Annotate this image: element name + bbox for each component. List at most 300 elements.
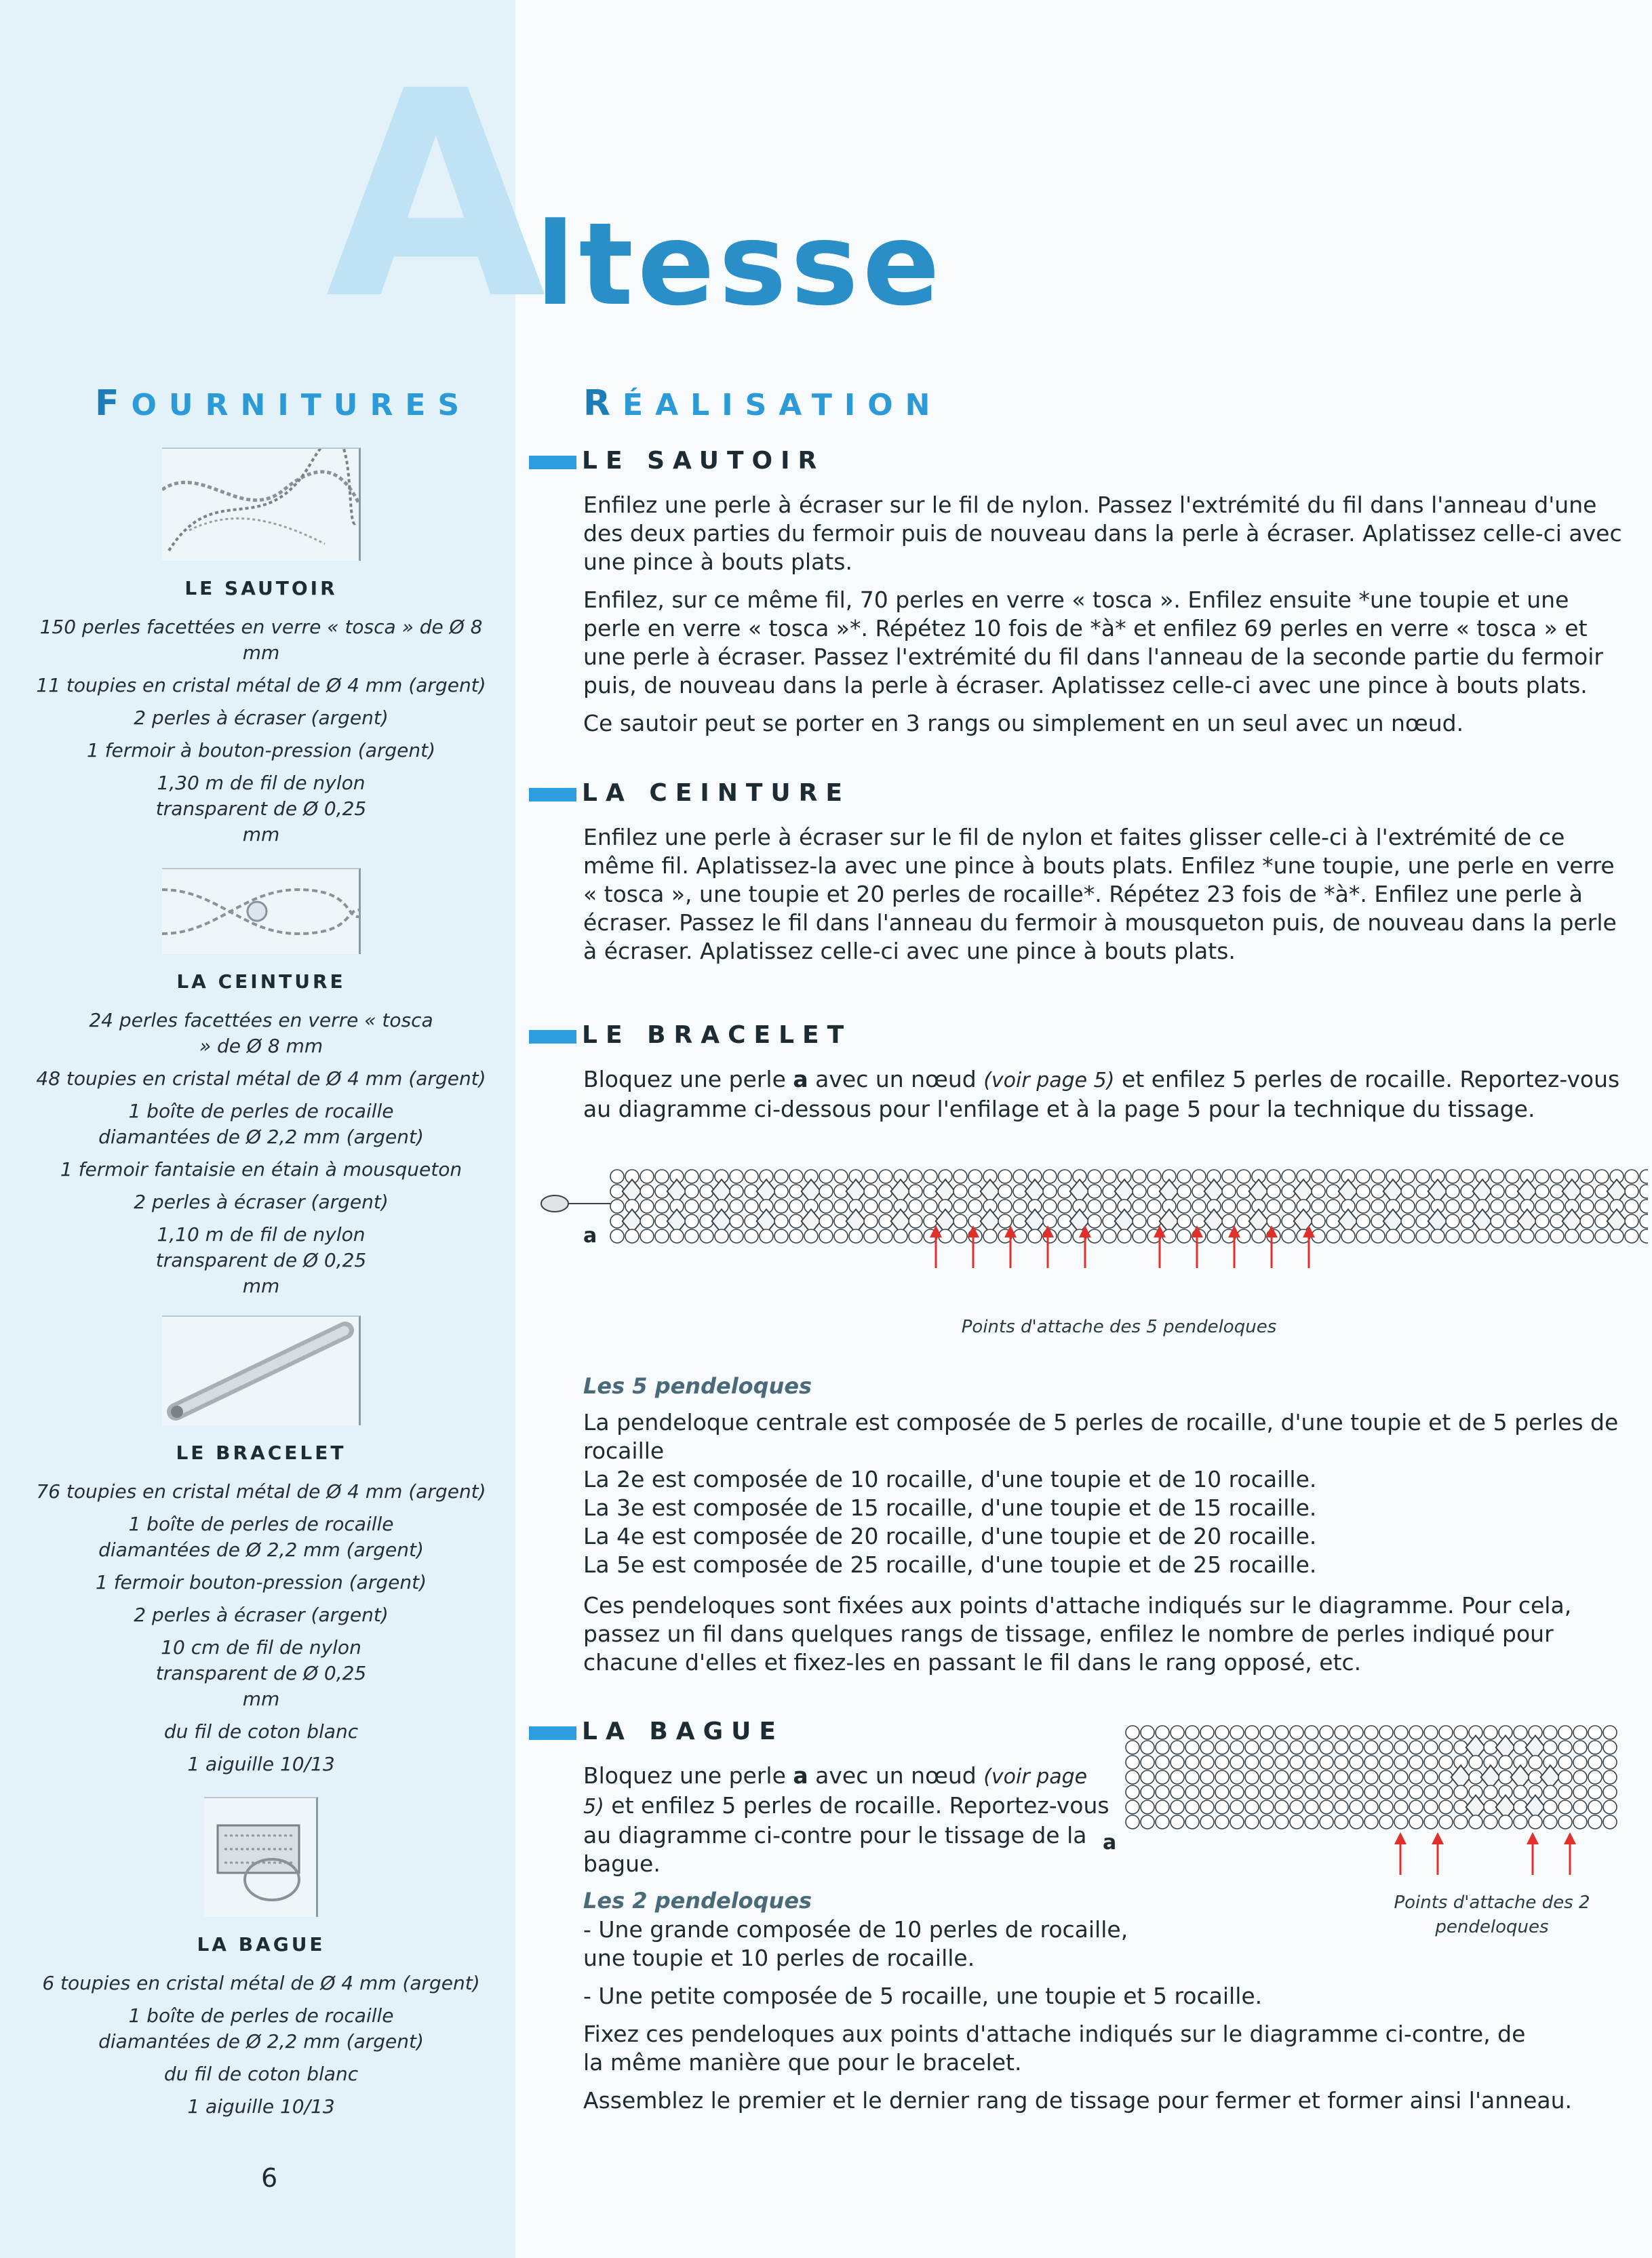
rocaille-bead: [1640, 1170, 1648, 1183]
supplies-sautoir: [27, 448, 495, 854]
rocaille-bead: [1230, 1785, 1244, 1799]
rocaille-bead: [1058, 1170, 1071, 1183]
rocaille-bead: [1013, 1170, 1027, 1183]
rocaille-bead: [655, 1170, 669, 1183]
rocaille-bead: [1379, 1815, 1393, 1829]
rocaille-bead: [1275, 1741, 1289, 1754]
rocaille-bead: [1364, 1741, 1378, 1754]
rocaille-bead: [1245, 1770, 1259, 1784]
rocaille-bead: [1043, 1185, 1057, 1198]
rocaille-bead: [1588, 1815, 1602, 1829]
rocaille-bead: [1200, 1785, 1214, 1799]
rocaille-bead: [998, 1170, 1012, 1183]
rocaille-bead: [1185, 1815, 1199, 1829]
rocaille-bead: [1379, 1800, 1393, 1814]
rocaille-bead: [1335, 1815, 1348, 1829]
rocaille-bead: [1320, 1741, 1333, 1754]
rocaille-bead: [1409, 1800, 1423, 1814]
rocaille-bead: [1484, 1815, 1497, 1829]
rocaille-bead: [1514, 1785, 1527, 1799]
rocaille-bead: [1625, 1200, 1638, 1213]
rocaille-bead: [1275, 1785, 1289, 1799]
bague-arrows: [1383, 1831, 1587, 1878]
rocaille-bead: [700, 1170, 713, 1183]
rocaille-bead: [1454, 1726, 1468, 1739]
rocaille-bead: [1282, 1170, 1295, 1183]
rocaille-bead: [1222, 1185, 1236, 1198]
rocaille-bead: [1290, 1785, 1303, 1799]
rocaille-bead: [879, 1200, 892, 1213]
rocaille-bead: [1156, 1770, 1169, 1784]
realisation-sautoir: [529, 446, 1628, 747]
rocaille-bead: [1379, 1770, 1393, 1784]
rocaille-bead: [1133, 1200, 1146, 1213]
rocaille-bead: [700, 1229, 713, 1243]
rocaille-bead: [1401, 1229, 1415, 1243]
rocaille-bead: [1215, 1800, 1229, 1814]
rocaille-bead: [640, 1170, 654, 1183]
rocaille-bead: [1640, 1185, 1648, 1198]
rocaille-bead: [1506, 1170, 1519, 1183]
attach-arrowhead: [1154, 1225, 1166, 1237]
rocaille-bead: [1461, 1200, 1474, 1213]
rocaille-bead: [1156, 1785, 1169, 1799]
rocaille-bead: [1640, 1200, 1648, 1213]
heading-bar: [529, 788, 576, 801]
rocaille-bead: [1573, 1756, 1587, 1769]
rocaille-bead: [864, 1200, 878, 1213]
rocaille-bead: [1312, 1170, 1325, 1183]
rocaille-bead: [834, 1170, 848, 1183]
rocaille-bead: [1446, 1214, 1459, 1228]
realisation-heading: RÉALISATION: [583, 383, 943, 424]
rocaille-bead: [1588, 1726, 1602, 1739]
rocaille-bead: [1275, 1726, 1289, 1739]
rocaille-bead: [1565, 1229, 1579, 1243]
rocaille-bead: [1200, 1756, 1214, 1769]
rocaille-bead: [1290, 1800, 1303, 1814]
rocaille-bead: [1431, 1229, 1444, 1243]
rocaille-bead: [1290, 1756, 1303, 1769]
rocaille-bead: [1514, 1726, 1527, 1739]
attach-arrowhead: [1303, 1225, 1315, 1237]
rocaille-bead: [1491, 1185, 1504, 1198]
attach-arrowhead: [1394, 1832, 1407, 1844]
supply-item: 11 toupies en cristal métal de Ø 4 mm (argent): [36, 674, 486, 696]
rocaille-bead: [1461, 1229, 1474, 1243]
rocaille-bead: [1171, 1800, 1184, 1814]
rocaille-bead: [1364, 1785, 1378, 1799]
rocaille-bead: [1424, 1726, 1438, 1739]
rocaille-bead: [1588, 1785, 1602, 1799]
rocaille-bead: [1141, 1815, 1154, 1829]
rocaille-bead: [864, 1214, 878, 1228]
rocaille-bead: [1230, 1756, 1244, 1769]
rocaille-bead: [1409, 1741, 1423, 1754]
rocaille-bead: [1469, 1815, 1482, 1829]
rocaille-bead: [1305, 1815, 1318, 1829]
rocaille-bead: [849, 1229, 863, 1243]
rocaille-bead: [1409, 1756, 1423, 1769]
rocaille-bead: [1595, 1170, 1609, 1183]
rocaille-bead: [1230, 1770, 1244, 1784]
supplies-sautoir-title: LE SAUTOIR: [184, 577, 338, 599]
rocaille-bead: [1215, 1726, 1229, 1739]
rocaille-bead: [1484, 1726, 1497, 1739]
rocaille-bead: [1558, 1785, 1572, 1799]
rocaille-bead: [730, 1170, 743, 1183]
rocaille-bead: [1454, 1815, 1468, 1829]
supplies-bracelet: [27, 1315, 495, 1784]
rocaille-bead: [1416, 1229, 1430, 1243]
rocaille-bead: [1550, 1229, 1564, 1243]
rocaille-bead: [1416, 1170, 1430, 1183]
rocaille-bead: [924, 1170, 937, 1183]
rocaille-bead: [730, 1214, 743, 1228]
rocaille-bead: [1185, 1785, 1199, 1799]
rocaille-bead: [1550, 1200, 1564, 1213]
rocaille-bead: [1603, 1770, 1617, 1784]
rocaille-bead: [1535, 1214, 1549, 1228]
pendeloques-title: Les 2 pendeloques: [583, 1888, 812, 1914]
rocaille-bead: [1454, 1785, 1468, 1799]
rocaille-bead: [864, 1229, 878, 1243]
rocaille-bead: [789, 1200, 803, 1213]
rocaille-bead: [834, 1229, 848, 1243]
rocaille-bead: [1088, 1170, 1101, 1183]
rocaille-bead: [1446, 1170, 1459, 1183]
attach-arrowhead: [1265, 1225, 1278, 1237]
rocaille-bead: [1529, 1815, 1542, 1829]
rocaille-bead: [968, 1200, 982, 1213]
rocaille-bead: [789, 1170, 803, 1183]
rocaille-bead: [1156, 1741, 1169, 1754]
rocaille-bead: [1230, 1800, 1244, 1814]
rocaille-bead: [1043, 1170, 1057, 1183]
rocaille-bead: [1192, 1200, 1206, 1213]
rocaille-bead: [1350, 1785, 1363, 1799]
bague-diagram-label: a: [1103, 1831, 1117, 1855]
supply-item: du fil de coton blanc: [163, 1720, 359, 1743]
rocaille-bead: [1439, 1785, 1453, 1799]
rocaille-bead: [864, 1170, 878, 1183]
rocaille-bead: [998, 1185, 1012, 1198]
rocaille-bead: [1379, 1785, 1393, 1799]
rocaille-bead: [730, 1185, 743, 1198]
rocaille-bead: [804, 1229, 818, 1243]
attach-arrowhead: [1004, 1225, 1017, 1237]
rocaille-bead: [1371, 1200, 1385, 1213]
supply-item: 1 fermoir bouton-pression (argent): [95, 1571, 427, 1593]
rocaille-bead: [1379, 1726, 1393, 1739]
rocaille-bead: [1222, 1170, 1236, 1183]
rocaille-bead: [1126, 1756, 1139, 1769]
rocaille-bead: [745, 1200, 758, 1213]
rocaille-bead: [789, 1229, 803, 1243]
rocaille-bead: [715, 1229, 728, 1243]
attach-arrowhead: [967, 1225, 979, 1237]
rocaille-bead: [1141, 1785, 1154, 1799]
rocaille-bead: [1394, 1770, 1408, 1784]
rocaille-bead: [1356, 1170, 1370, 1183]
supply-item: 1,10 m de fil de nylon transparent de Ø 0,25 mm: [155, 1223, 367, 1297]
rocaille-bead: [1156, 1756, 1169, 1769]
rocaille-bead: [760, 1229, 773, 1243]
rocaille-bead: [1171, 1815, 1184, 1829]
attach-arrowhead: [1228, 1225, 1240, 1237]
rocaille-bead: [1245, 1785, 1259, 1799]
rocaille-bead: [1215, 1815, 1229, 1829]
rocaille-bead: [1245, 1741, 1259, 1754]
rocaille-bead: [610, 1229, 624, 1243]
rocaille-bead: [998, 1200, 1012, 1213]
rocaille-bead: [1401, 1185, 1415, 1198]
realisation-bracelet: [529, 1021, 1628, 1133]
rocaille-bead: [1446, 1229, 1459, 1243]
rocaille-bead: [1275, 1756, 1289, 1769]
rocaille-bead: [1476, 1229, 1489, 1243]
supply-item: 10 cm de fil de nylon transparent de Ø 0,25 mm: [155, 1636, 367, 1710]
rocaille-bead: [730, 1229, 743, 1243]
rocaille-bead: [1185, 1800, 1199, 1814]
rocaille-bead: [1133, 1170, 1146, 1183]
rocaille-bead: [1625, 1214, 1638, 1228]
rocaille-bead: [1320, 1770, 1333, 1784]
rocaille-bead: [1156, 1726, 1169, 1739]
rocaille-bead: [1625, 1170, 1638, 1183]
rocaille-bead: [1558, 1800, 1572, 1814]
rocaille-bead: [1580, 1185, 1594, 1198]
rocaille-bead: [819, 1214, 833, 1228]
rocaille-bead: [610, 1170, 624, 1183]
pendeloque-line: La 4e est composée de 20 rocaille, d'une toupie et de 20 rocaille.: [583, 1523, 1317, 1549]
paragraph: Ces pendeloques sont fixées aux points d'attache indiqués sur le diagramme. Pour cela, passez un fil dans quelques rangs de tissage, enfilez le nombre de perles indiqué pour chacune d'elles et fixez-les en passant le fil dans le rang opposé, etc.: [583, 1592, 1572, 1676]
pendeloque-line: - Une petite composée de 5 rocaille, une toupie et 5 rocaille.: [583, 1983, 1263, 2009]
supply-item: 1 fermoir à bouton-pression (argent): [86, 739, 436, 761]
pendeloque-line: - Une grande composée de 10 perles de rocaille, une toupie et 10 perles de rocaille.: [583, 1916, 1128, 1971]
page-number: 6: [261, 2163, 278, 2193]
rocaille-bead: [1484, 1785, 1497, 1799]
rocaille-bead: [953, 1170, 967, 1183]
title-initial: A: [326, 31, 547, 362]
rocaille-bead: [1312, 1185, 1325, 1198]
rocaille-bead: [909, 1185, 922, 1198]
rocaille-bead: [1371, 1170, 1385, 1183]
rocaille-bead: [1535, 1200, 1549, 1213]
rocaille-bead: [1416, 1200, 1430, 1213]
page-title: [326, 31, 1004, 362]
rocaille-bead: [1580, 1200, 1594, 1213]
rocaille-bead: [774, 1229, 788, 1243]
attach-arrowhead: [1432, 1832, 1444, 1844]
supply-item: 1 fermoir fantaisie en étain à mousqueton: [60, 1158, 463, 1181]
supply-item: 1 aiguille 10/13: [187, 1753, 335, 1775]
rocaille-bead: [894, 1229, 907, 1243]
sautoir-heading: LE SAUTOIR: [529, 446, 1628, 476]
rocaille-bead: [1625, 1185, 1638, 1198]
rocaille-bead: [1461, 1170, 1474, 1183]
rocaille-bead: [1588, 1800, 1602, 1814]
rocaille-bead: [1394, 1815, 1408, 1829]
rocaille-bead: [1446, 1200, 1459, 1213]
bracelet-heading: LE BRACELET: [529, 1021, 1628, 1050]
rocaille-bead: [1506, 1229, 1519, 1243]
rocaille-bead: [879, 1229, 892, 1243]
rocaille-bead: [1267, 1200, 1280, 1213]
bague-intro: Bloquez une perle a avec un nœud (voir page 5) et enfilez 5 perles de rocaille. Reportez-vous au diagramme ci-contre pour le tissage de la bague.: [583, 1762, 1109, 1877]
attach-arrowhead: [1191, 1225, 1203, 1237]
bracelet-pendeloques: [529, 1373, 1628, 1686]
rocaille-bead: [1640, 1214, 1648, 1228]
supply-item: 150 perles facettées en verre « tosca » de Ø 8 mm: [39, 616, 483, 664]
rocaille-bead: [1215, 1741, 1229, 1754]
paragraph: Assemblez le premier et le dernier rang de tissage pour fermer et former ainsi l'anneau.: [583, 2087, 1573, 2114]
rocaille-bead: [1088, 1200, 1101, 1213]
rocaille-bead: [1520, 1229, 1534, 1243]
rocaille-bead: [1305, 1726, 1318, 1739]
rocaille-bead: [1573, 1800, 1587, 1814]
supply-item: 2 perles à écraser (argent): [134, 1191, 389, 1213]
rocaille-bead: [1141, 1756, 1154, 1769]
attach-arrowhead: [930, 1225, 942, 1237]
rocaille-bead: [1394, 1726, 1408, 1739]
supply-item: 2 perles à écraser (argent): [134, 1604, 389, 1626]
rocaille-bead: [1058, 1200, 1071, 1213]
bague-heading: LA BAGUE: [529, 1717, 1112, 1747]
paragraph: Enfilez une perle à écraser sur le fil de nylon et faites glisser celle-ci à l'extrémité de ce même fil. Aplatissez-la avec une pince à bouts plats. Enfilez *une toupie, une perle en verre « tosca », une toupie et 20 perles de rocaille*. Répétez 23 fois de *à*. Enfilez une perle à écraser. Passez le fil dans l'anneau du fermoir à mousqueton puis, de nouveau dans la perle à écraser. Aplatissez celle-ci avec une pince à bouts plats.: [583, 824, 1617, 964]
rocaille-bead: [1230, 1741, 1244, 1754]
rocaille-bead: [1275, 1800, 1289, 1814]
attach-arrowhead: [1042, 1225, 1054, 1237]
rocaille-bead: [1013, 1200, 1027, 1213]
rocaille-bead: [1237, 1200, 1251, 1213]
rocaille-bead: [1133, 1185, 1146, 1198]
supplies-bracelet-title: LE BRACELET: [176, 1442, 347, 1464]
rocaille-bead: [1364, 1815, 1378, 1829]
ceinture-heading: LA CEINTURE: [529, 778, 1628, 808]
rocaille-bead: [1603, 1785, 1617, 1799]
rocaille-bead: [1335, 1785, 1348, 1799]
rocaille-bead: [1312, 1200, 1325, 1213]
rocaille-bead: [1215, 1770, 1229, 1784]
rocaille-bead: [1290, 1770, 1303, 1784]
rocaille-bead: [1439, 1726, 1453, 1739]
rocaille-bead: [1230, 1815, 1244, 1829]
rocaille-bead: [1401, 1170, 1415, 1183]
rocaille-bead: [774, 1170, 788, 1183]
bague-diagram-caption: Points d'attache des 2 pendeloques: [1394, 1893, 1590, 1937]
attach-arrowhead: [1564, 1832, 1576, 1844]
rocaille-bead: [1491, 1170, 1504, 1183]
rocaille-bead: [1171, 1726, 1184, 1739]
rocaille-bead: [834, 1200, 848, 1213]
supply-item: du fil de coton blanc: [163, 2063, 359, 2085]
rocaille-bead: [1222, 1200, 1236, 1213]
rocaille-bead: [1424, 1815, 1438, 1829]
rocaille-bead: [1245, 1800, 1259, 1814]
rocaille-bead: [1580, 1214, 1594, 1228]
pendeloque-line: La 5e est composée de 25 rocaille, d'une toupie et de 25 rocaille.: [583, 1551, 1317, 1578]
rocaille-bead: [1499, 1815, 1512, 1829]
rocaille-bead: [1171, 1756, 1184, 1769]
rocaille-bead: [1543, 1741, 1557, 1754]
rocaille-bead: [1535, 1229, 1549, 1243]
rocaille-bead: [1491, 1229, 1504, 1243]
rocaille-bead: [1603, 1726, 1617, 1739]
rocaille-bead: [1126, 1785, 1139, 1799]
rocaille-bead: [1260, 1785, 1274, 1799]
rocaille-bead: [1177, 1170, 1191, 1183]
rocaille-bead: [1335, 1756, 1348, 1769]
rocaille-bead: [1200, 1815, 1214, 1829]
rocaille-bead: [1141, 1800, 1154, 1814]
rocaille-bead: [655, 1229, 669, 1243]
rocaille-bead: [1141, 1741, 1154, 1754]
supply-item: 6 toupies en cristal métal de Ø 4 mm (argent): [42, 1972, 480, 1994]
rocaille-bead: [1603, 1756, 1617, 1769]
rocaille-bead: [1177, 1200, 1191, 1213]
rocaille-bead: [1409, 1770, 1423, 1784]
rocaille-bead: [1260, 1770, 1274, 1784]
rocaille-bead: [1573, 1741, 1587, 1754]
rocaille-bead: [1573, 1770, 1587, 1784]
rocaille-bead: [968, 1170, 982, 1183]
rocaille-bead: [1394, 1785, 1408, 1799]
rocaille-bead: [1573, 1726, 1587, 1739]
rocaille-bead: [1335, 1770, 1348, 1784]
rocaille-bead: [1535, 1185, 1549, 1198]
paragraph: Ce sautoir peut se porter en 3 rangs ou simplement en un seul avec un nœud.: [583, 710, 1464, 736]
supplies-ceinture: [27, 868, 495, 1306]
bracelet-diagram-caption: Points d'attache des 5 pendeloques: [961, 1317, 1277, 1337]
rocaille-bead: [1558, 1815, 1572, 1829]
supply-item: 1,30 m de fil de nylon transparent de Ø 0,25 mm: [155, 772, 367, 846]
rocaille-bead: [1237, 1170, 1251, 1183]
rocaille-bead: [1320, 1815, 1333, 1829]
rocaille-bead: [1156, 1815, 1169, 1829]
supply-item: 1 boîte de perles de rocaille diamantées de Ø 2,2 mm (argent): [98, 2004, 424, 2053]
rocaille-bead: [1424, 1800, 1438, 1814]
rocaille-bead: [1595, 1229, 1609, 1243]
attach-arrowhead: [1527, 1832, 1539, 1844]
supply-item: 1 aiguille 10/13: [187, 2095, 335, 2118]
supplies-ceinture-title: LA CEINTURE: [176, 970, 346, 993]
rocaille-bead: [730, 1200, 743, 1213]
rocaille-bead: [1350, 1800, 1363, 1814]
rocaille-bead: [1424, 1770, 1438, 1784]
rocaille-bead: [1424, 1785, 1438, 1799]
supplies-bague: [27, 1797, 495, 2126]
rocaille-bead: [1326, 1170, 1340, 1183]
bracelet-diagram-label: a: [583, 1224, 597, 1248]
heading-bar: [529, 456, 576, 469]
rocaille-bead: [774, 1200, 788, 1213]
rocaille-bead: [1424, 1741, 1438, 1754]
rocaille-bead: [1043, 1200, 1057, 1213]
rocaille-bead: [1126, 1815, 1139, 1829]
rocaille-bead: [1409, 1815, 1423, 1829]
rocaille-bead: [670, 1229, 684, 1243]
rocaille-bead: [1260, 1726, 1274, 1739]
rocaille-bead: [1245, 1726, 1259, 1739]
realisation-ceinture: [529, 778, 1628, 975]
rocaille-bead: [655, 1200, 669, 1213]
bracelet-arrows: [916, 1224, 1390, 1271]
rocaille-bead: [1267, 1185, 1280, 1198]
rocaille-bead: [1588, 1741, 1602, 1754]
rocaille-bead: [1275, 1770, 1289, 1784]
rocaille-bead: [1185, 1726, 1199, 1739]
